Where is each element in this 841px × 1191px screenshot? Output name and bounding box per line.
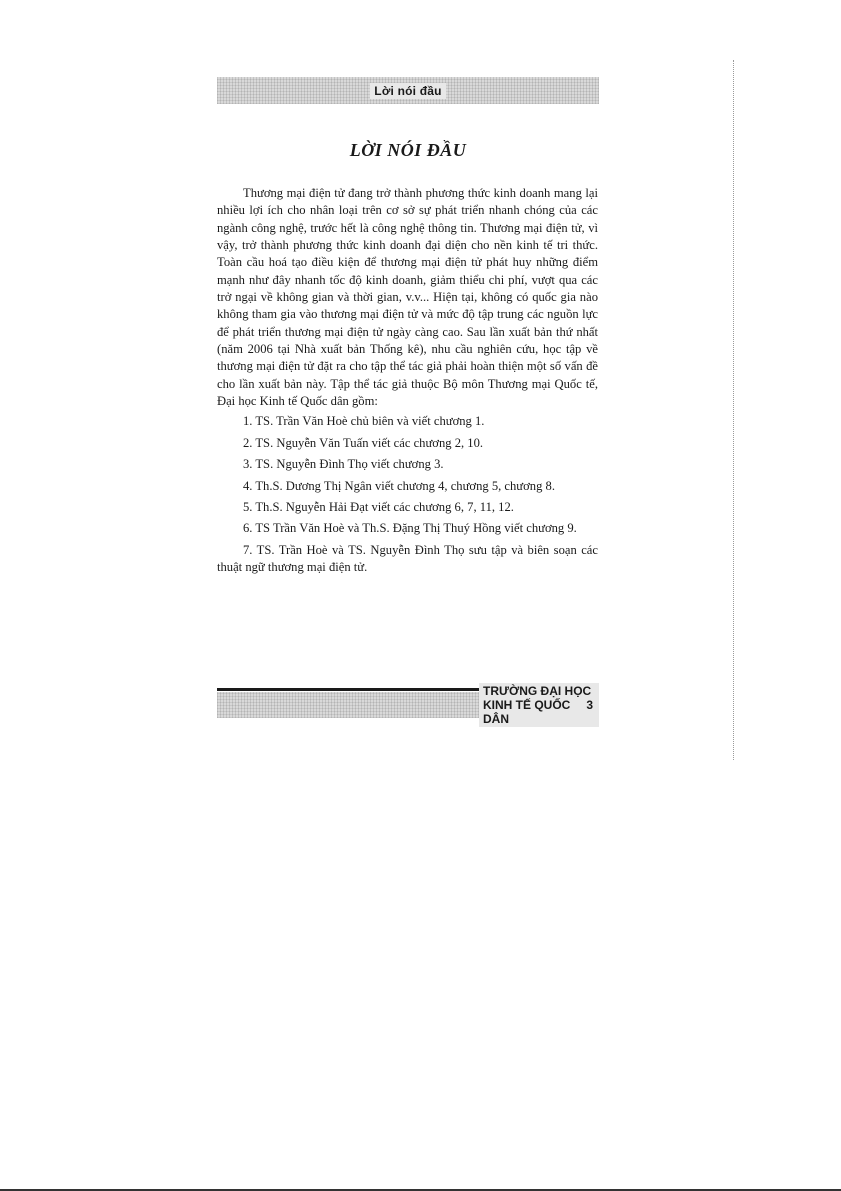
list-item: 7. TS. Trần Hoè và TS. Nguyễn Đình Thọ sưu tập và biên soạn các thuật ngữ thương mại điện tử. — [217, 542, 598, 574]
intro-paragraph: Thương mại điện tử đang trở thành phương thức kinh doanh mang lại nhiều lợi ích cho nhân loại trên cơ sở sự phát triển nhanh chóng của các ngành công nghệ, trước hết là công nghệ thông tin. Thương mại điện tử, vì vậy, trở thành phương thức kinh doanh đại diện cho nền kinh tế tri thức. Toàn cầu hoá tạo điều kiện để thương mại điện tử phát huy những điểm mạnh như đây nhanh tốc độ kinh doanh, giảm thiểu chi phí, vượt qua các trở ngại về không gian và thời gian, v.v... Hiện tại, không có quốc gia nào không tham gia vào thương mại điện tử và mức độ tập trung các nguồn lực để phát triển thương mại điện tử ngày càng cao. Sau lần xuất bản thứ nhất (năm 2006 tại Nhà xuất bản Thống kê), nhu cầu nghiên cứu, học tập về thương mại điện tử đặt ra cho tập thể tác giả phải hoàn thiện một số vấn đề cho lần xuất bản này. Tập thể tác giả thuộc Bộ môn Thương mại Quốc tế, Đại học Kinh tế Quốc dân gồm: — [217, 186, 598, 409]
list-item: 2. TS. Nguyễn Văn Tuấn viết các chương 2, 10. — [243, 435, 484, 450]
list-item: 4. Th.S. Dương Thị Ngân viết chương 4, chương 5, chương 8. — [243, 478, 555, 493]
page-title: LỜI NÓI ĐẦU — [349, 140, 467, 160]
list-item: 1. TS. Trần Văn Hoè chủ biên và viết chương 1. — [243, 414, 485, 429]
running-header-label: Lời nói đầu — [370, 83, 445, 99]
list-item: 5. Th.S. Nguyễn Hải Đạt viết các chương 6, 7, 11, 12. — [243, 499, 514, 514]
running-header — [217, 77, 599, 104]
scan-edge-artifact — [733, 60, 734, 760]
running-footer — [217, 684, 599, 726]
list-item: 6. TS Trần Văn Hoè và Th.S. Đặng Thị Thuý Hồng viết chương 9. — [243, 521, 577, 536]
running-footer-label: TRƯỜNG ĐẠI HỌC KINH TẾ QUỐC DÂN — [479, 683, 599, 727]
page-number: 3 — [586, 698, 593, 712]
author-list — [217, 410, 598, 577]
list-item: 3. TS. Nguyễn Đình Thọ viết chương 3. — [243, 457, 444, 472]
body-text — [217, 185, 598, 577]
